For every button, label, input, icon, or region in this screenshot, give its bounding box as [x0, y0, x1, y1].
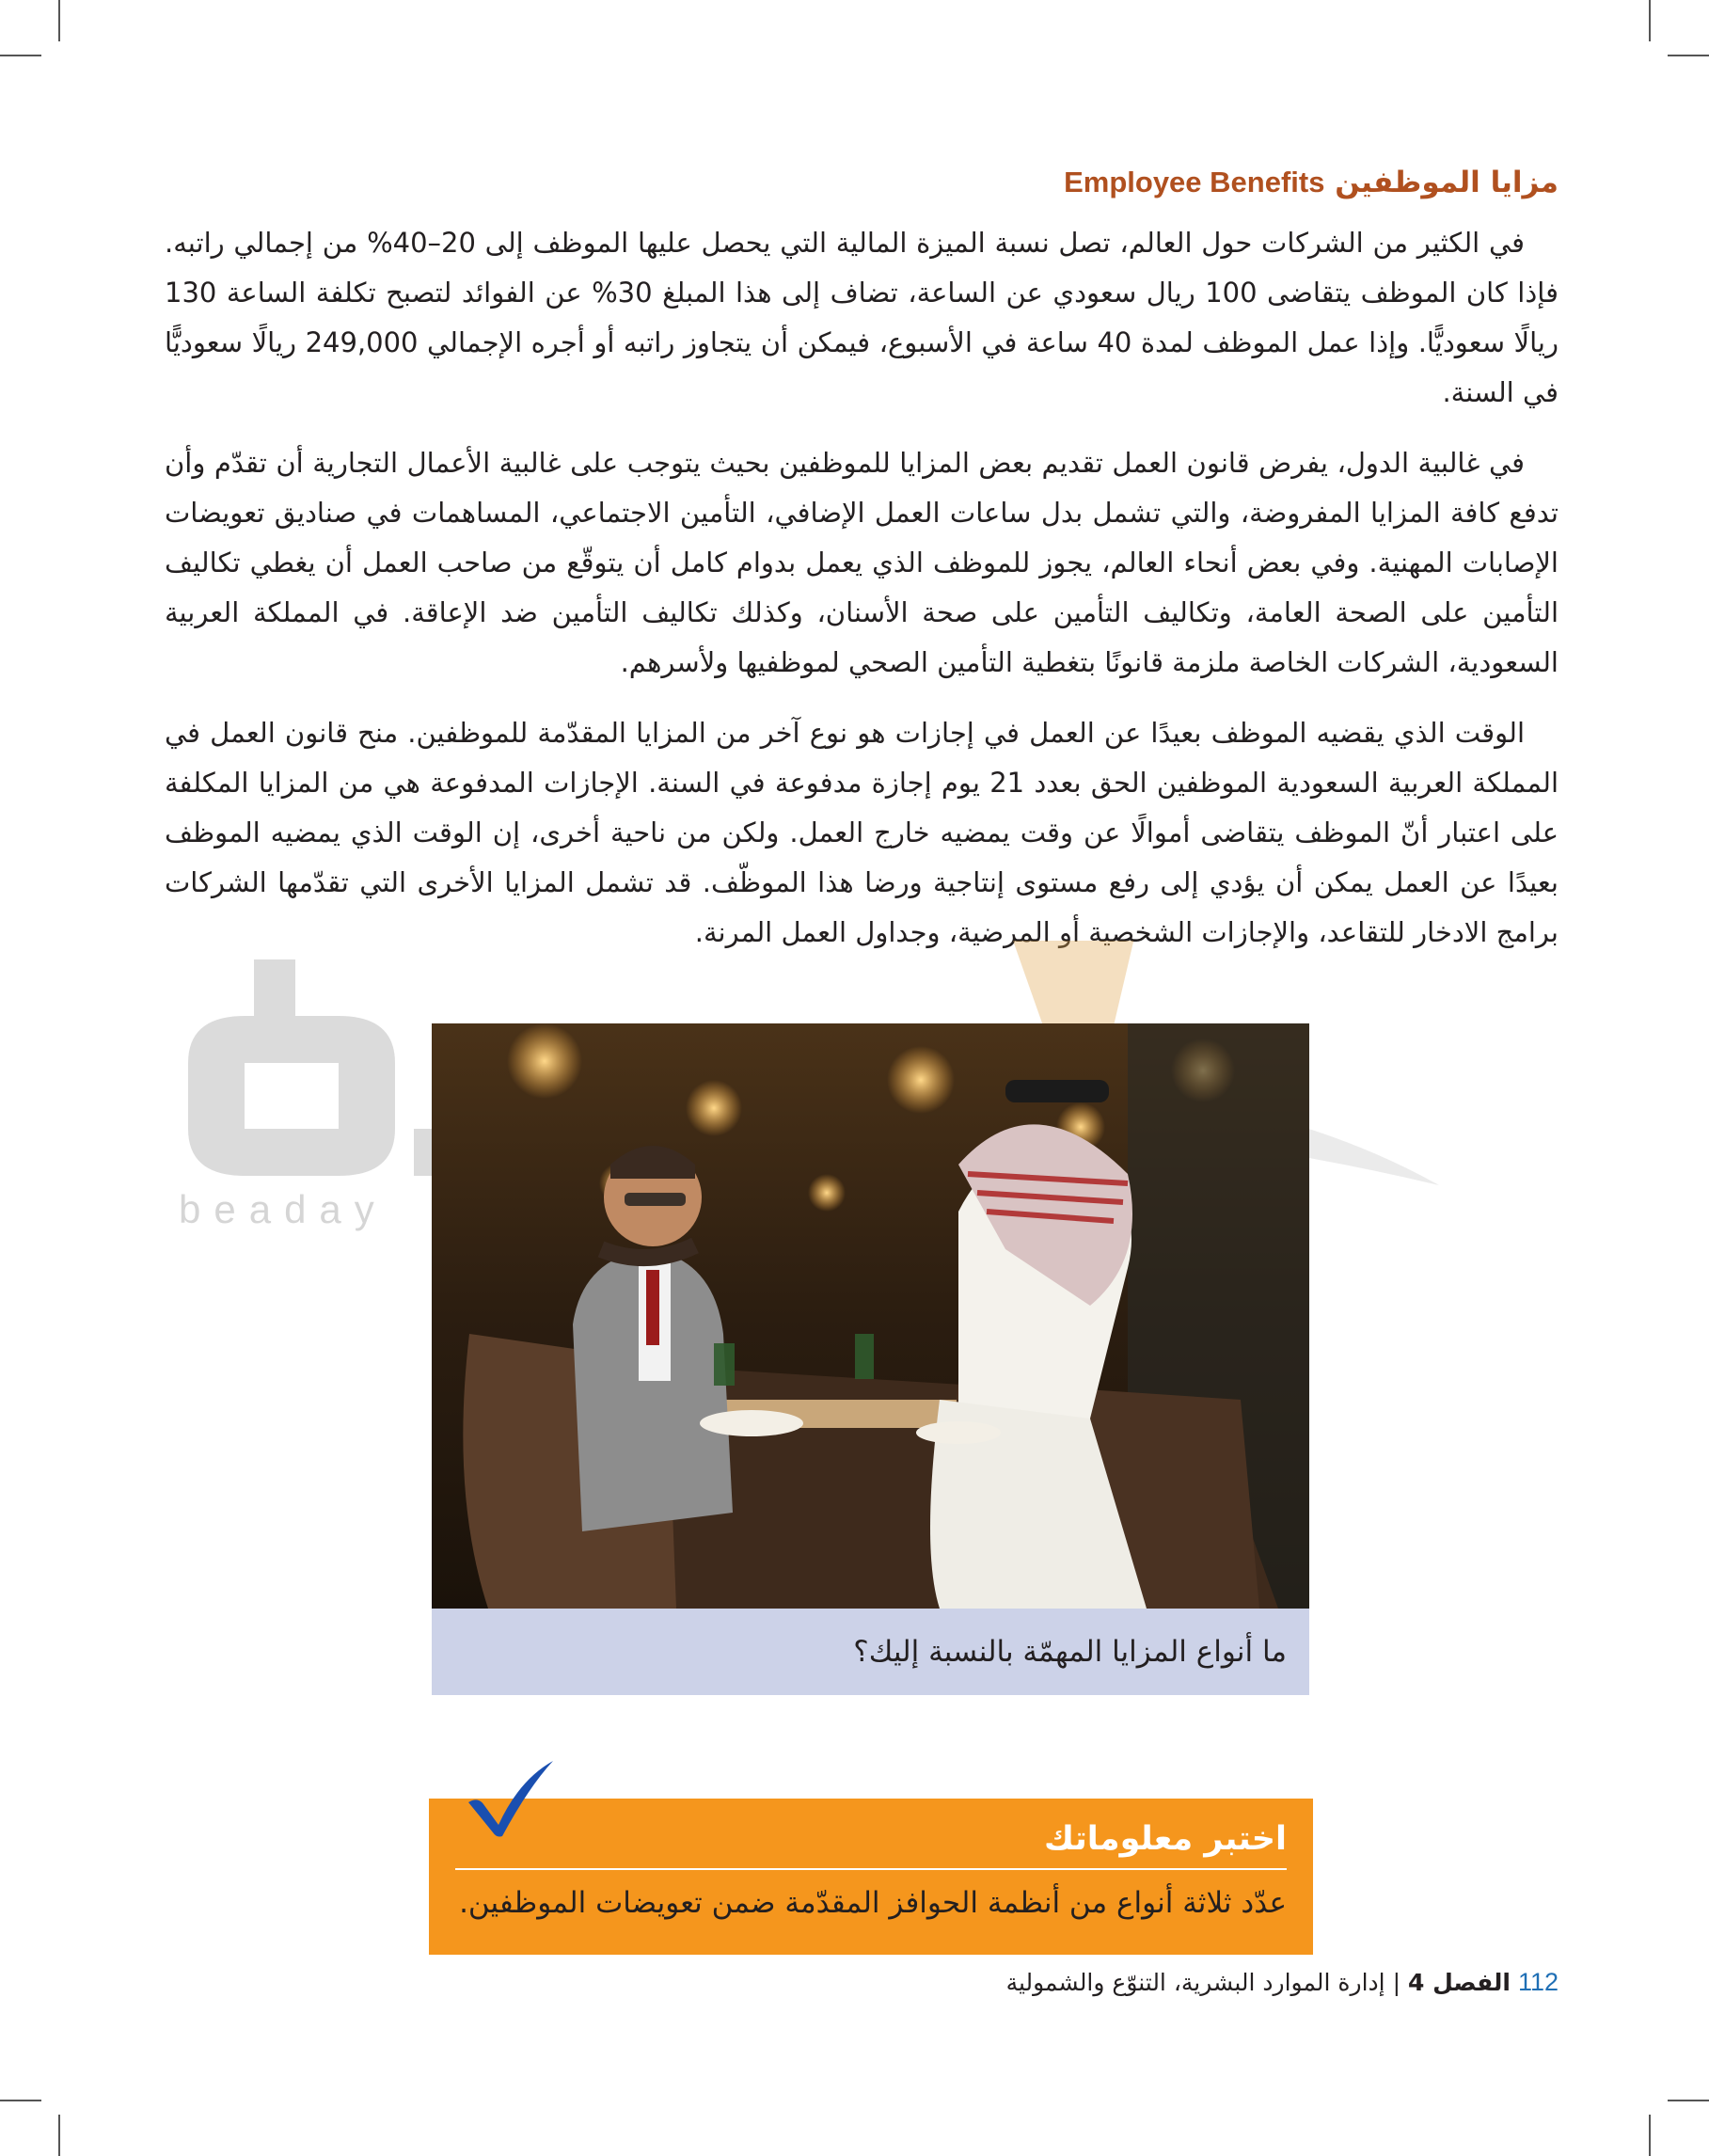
chapter-label: الفصل 4: [1407, 1969, 1511, 1996]
heading-arabic: مزايا الموظفين: [1335, 166, 1559, 199]
chapter-title: إدارة الموارد البشرية، التنوّع والشمولية: [1005, 1969, 1385, 1996]
restaurant-photo: [432, 1023, 1309, 1609]
crop-mark: [1649, 2115, 1651, 2156]
heading-english: Employee Benefits: [1064, 166, 1325, 198]
section-heading: [1064, 166, 1559, 199]
crop-mark: [0, 55, 41, 56]
checkmark-icon: [463, 1759, 557, 1838]
quiz-box: [429, 1799, 1313, 1955]
crop-mark: [58, 2115, 60, 2156]
caption-text: ما أنواع المزايا المهمّة بالنسبة إليك؟: [853, 1635, 1287, 1669]
quiz-title: اختبر معلوماتك: [1044, 1820, 1287, 1858]
crop-mark: [58, 0, 60, 41]
paragraph-1: في الكثير من الشركات حول العالم، تصل نسبة الميزة المالية التي يحصل عليها الموظف إلى 20–40% من إجمالي راتبه. فإذا كان الموظف يتقاضى 100 ريال سعودي عن الساعة، تضاف إلى هذا المبلغ 30% عن الفوائد لتصبح تكلفة الساعة 130 ريالًا سعوديًّا. وإذا عمل الموظف لمدة 40 ساعة في الأسبوع، فيمكن أن يتجاوز راتبه أو أجره الإجمالي 249,000 ريالًا سعوديًّا في السنة.: [165, 227, 1559, 408]
crop-mark: [1649, 0, 1651, 41]
quiz-divider: [455, 1868, 1287, 1870]
page-footer: [1006, 1968, 1559, 1997]
crop-mark: [1668, 55, 1709, 56]
image-caption: [432, 1609, 1309, 1695]
watermark-text: beaday: [179, 1187, 388, 1231]
paragraph-3: الوقت الذي يقضيه الموظف بعيدًا عن العمل في إجازات هو نوع آخر من المزايا المقدّمة للموظفين. منح قانون العمل في المملكة العربية السعودية الموظفين الحق بعدد 21 يوم إجازة مدفوعة في السنة. الإجازات المدفوعة هي من المزايا المكلفة على اعتبار أنّ الموظف يتقاضى أموالًا عن وقت يمضيه خارج العمل. ولكن من ناحية أخرى، إن الوقت الذي يمضيه الموظف بعيدًا عن العمل يمكن أن يؤدي إلى رفع مستوى إنتاجية ورضا هذا الموظّف. قد تشمل المزايا الأخرى التي تقدّمها الشركات برامج الادخار للتقاعد، والإجازات الشخصية أو المرضية، وجداول العمل المرنة.: [165, 717, 1559, 948]
paragraph-2: في غالبية الدول، يفرض قانون العمل تقديم بعض المزايا للموظفين بحيث يتوجب على غالبية الأعمال التجارية أن تقدّم وأن تدفع كافة المزايا المفروضة، والتي تشمل بدل ساعات العمل الإضافي، التأمين الاجتماعي، المساهمات في صناديق تعويضات الإصابات المهنية. وفي بعض أنحاء العالم، يجوز للموظف الذي يعمل بدوام كامل أن يتوقّع من صاحب العمل أن يغطي تكاليف التأمين على الصحة العامة، وتكاليف التأمين على صحة الأسنان، وكذلك تكاليف التأمين ضد الإعاقة. في المملكة العربية السعودية، الشركات الخاصة ملزمة قانونًا بتغطية التأمين الصحي لموظفيها ولأسرهم.: [165, 447, 1559, 678]
quiz-text: عدّد ثلاثة أنواع من أنظمة الحوافز المقدّمة ضمن تعويضات الموظفين.: [459, 1886, 1287, 1920]
crop-mark: [0, 2100, 41, 2101]
photo-illustration: [432, 1023, 1309, 1609]
footer-separator: |: [1392, 1969, 1401, 1996]
page-number: 112: [1517, 1968, 1559, 1996]
crop-mark: [1668, 2100, 1709, 2101]
body-text: [165, 218, 1559, 978]
